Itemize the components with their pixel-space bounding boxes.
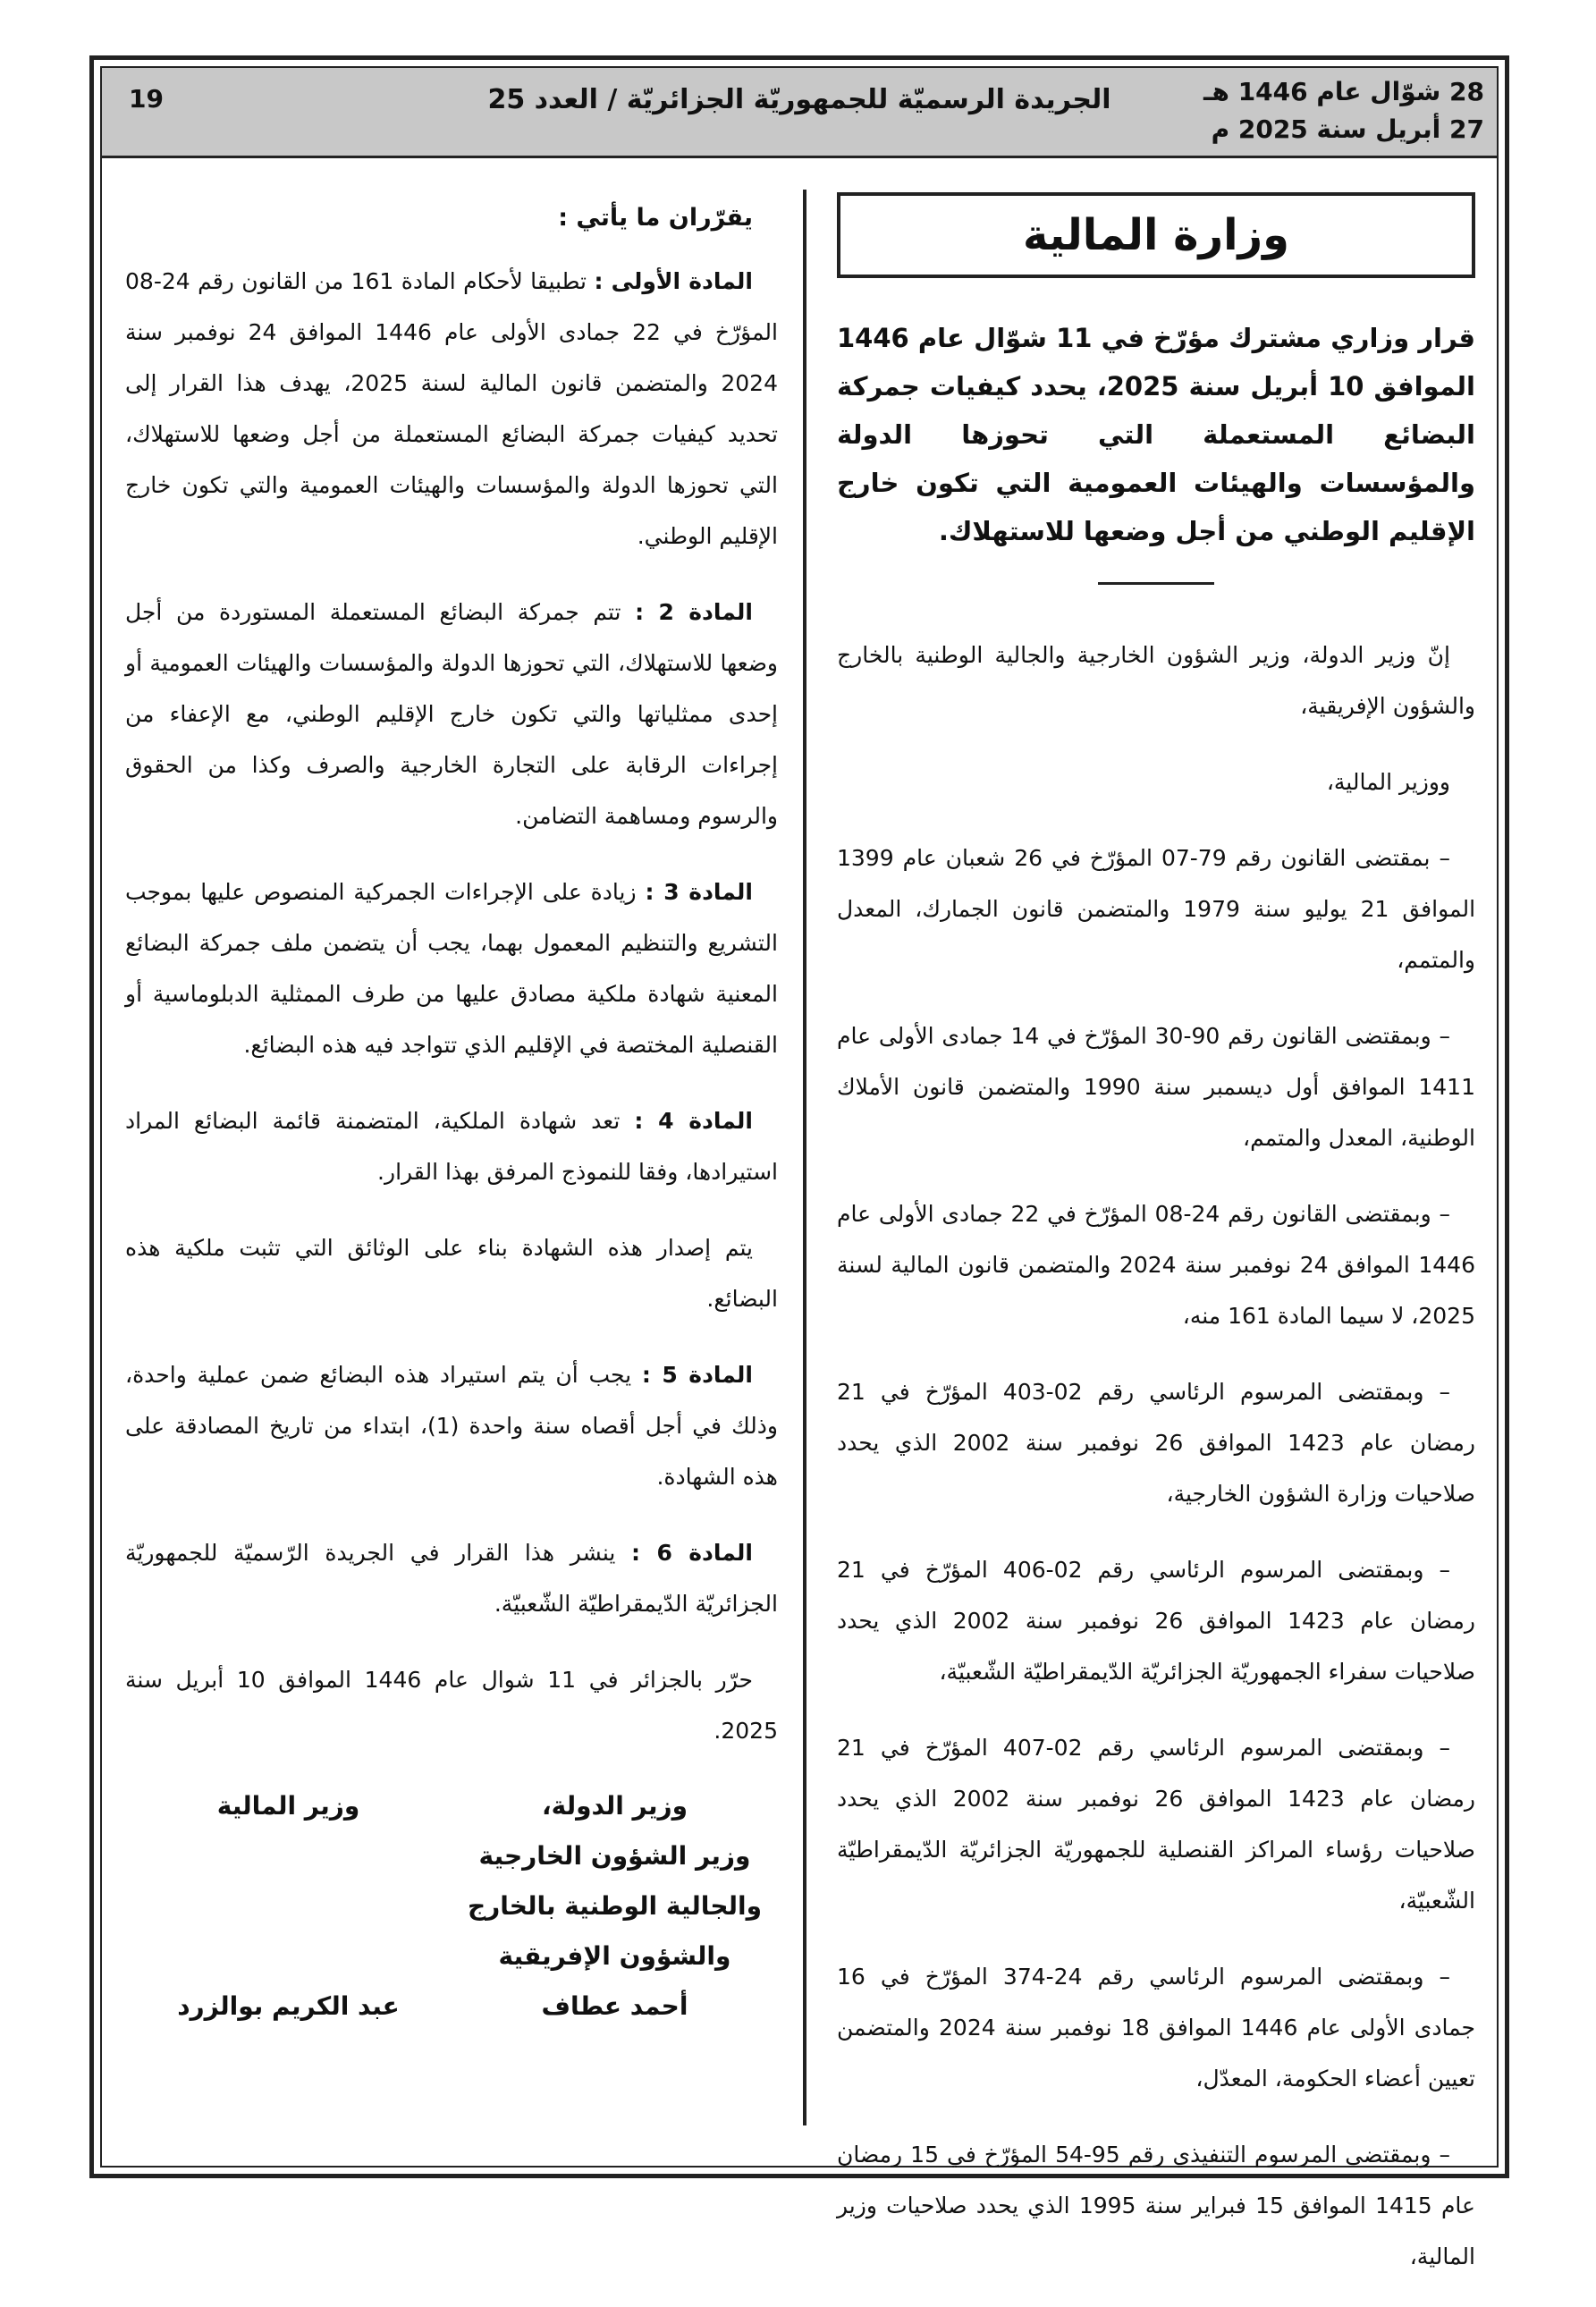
signatory-title-line: والشؤون الإفريقية: [498, 1941, 731, 1971]
hijri-date: 28 شوّال عام 1446 هـ: [1203, 77, 1484, 106]
article-text: تعد شهادة الملكية، المتضمنة قائمة البضائع المراد استيرادها، وفقا للنموذج المرفق بهذا القرار.: [125, 1108, 778, 1185]
article-label: المادة 3 :: [645, 879, 753, 905]
preamble-paragraph: إنّ وزير الدولة، وزير الشؤون الخارجية والجالية الوطنية بالخارج والشؤون الإفريقية،: [837, 642, 1475, 719]
journal-title: الجريدة الرسميّة للجمهوريّة الجزائريّة / العدد 25: [487, 84, 1111, 115]
preamble-paragraph: – وبمقتضى المرسوم الرئاسي رقم 02-407 المؤرّخ في 21 رمضان عام 1423 الموافق 26 نوفمبر سنة 2002 الذي يحدد صلاحيات رؤساء المراكز القنصلية للجمهوريّة الجزائريّة الدّيمقراطيّة الشّعبيّة،: [837, 1735, 1476, 1914]
preamble-paragraph: – وبمقتضى القانون رقم 24-08 المؤرّخ في 22 جمادى الأولى عام 1446 الموافق 24 نوفمبر سنة 2024 والمتضمن قانون المالية لسنة 2025، لا سيما المادة 161 منه،: [837, 1201, 1475, 1329]
right-column: [837, 192, 1475, 2307]
articles: [125, 256, 778, 1629]
article-paragraph: [125, 256, 778, 562]
left-column: [125, 192, 778, 2032]
article-paragraph: [125, 1527, 778, 1629]
decision-lead: يقرّران ما يأتي :: [558, 204, 753, 232]
article-text: تطبيقا لأحكام المادة 161 من القانون رقم 24-08 المؤرّخ في 22 جمادى الأولى عام 1446 الموافق 24 نوفمبر سنة 2024 والمتضمن قانون المالية لسنة 2025، يهدف هذا القرار إلى تحديد كيفيات جمركة البضائع المستعملة من أجل وضعها للاستهلاك، التي تحوزها الدولة والمؤسسات والهيئات العمومية والتي تكون خارج الإقليم الوطني.: [125, 268, 778, 549]
signatory-name: أحمد عطاف: [541, 1991, 688, 2021]
signatures: [125, 1781, 778, 2032]
preamble-paragraph: – وبمقتضى المرسوم الرئاسي رقم 02-406 المؤرّخ في 21 رمضان عام 1423 الموافق 26 نوفمبر سنة 2002 الذي يحدد صلاحيات سفراء الجمهوريّة الجزائريّة الدّيمقراطيّة الشّعبيّة،: [837, 1557, 1476, 1685]
article-paragraph: [125, 1095, 778, 1197]
signatory-title-line: وزير الدولة،: [541, 1791, 688, 1821]
article-paragraph: [125, 1349, 778, 1502]
signatory-title: وزير المالية: [216, 1791, 360, 1821]
ministry-heading: وزارة المالية: [837, 192, 1475, 278]
article-text: ينشر هذا القرار في الجريدة الرّسميّة للجمهوريّة الجزائريّة الدّيمقراطيّة الشّعبيّة.: [125, 1540, 778, 1617]
gregorian-date: 27 أبريل سنة 2025 م: [1211, 114, 1484, 144]
journal-header: [102, 68, 1497, 158]
preamble-paragraph: – بمقتضى القانون رقم 79-07 المؤرّخ في 26 شعبان عام 1399 الموافق 21 يوليو سنة 1979 والمتضمن قانون الجمارك، المعدل والمتمم،: [837, 845, 1476, 973]
signatory-title-line: وزير الشؤون الخارجية: [478, 1841, 751, 1871]
article-label: المادة الأولى :: [594, 268, 753, 294]
article-label: المادة 4 :: [634, 1108, 753, 1134]
column-divider: [803, 190, 806, 2125]
article-label: المادة 2 :: [635, 599, 753, 625]
signatory-second: [125, 1781, 452, 2032]
page-number: 19: [129, 84, 164, 114]
preamble-paragraph: ووزير المالية،: [1326, 769, 1450, 795]
article-paragraph: [125, 866, 778, 1070]
preamble-paragraph: – وبمقتضى المرسوم التنفيذي رقم 95-54 المؤرّخ في 15 رمضان عام 1415 الموافق 15 فبراير سنة 1995 الذي يحدد صلاحيات وزير المالية،: [837, 2142, 1475, 2269]
decree-title: قرار وزاري مشترك مؤرّخ في 11 شوّال عام 1446 الموافق 10 أبريل سنة 2025، يحدد كيفيات جمركة البضائع المستعملة التي تحوزها الدولة والمؤسسات والهيئات العمومية التي تكون خارج الإقليم الوطني من أجل وضعها للاستهلاك.: [837, 323, 1476, 546]
signatory-title-line: والجالية الوطنية بالخارج: [467, 1891, 763, 1921]
article-text: تتم جمركة البضائع المستعملة المستوردة من أجل وضعها للاستهلاك، التي تحوزها الدولة والمؤسسات والهيئات العمومية أو إحدى ممثلياتها والتي تكون خارج الإقليم الوطني، مع الإعفاء من إجراءات الرقابة على التجارة الخارجية والصرف وكذا من الحقوق والرسوم ومساهمة التضامن.: [125, 599, 778, 829]
preamble-paragraph: – وبمقتضى المرسوم الرئاسي رقم 02-403 المؤرّخ في 21 رمضان عام 1423 الموافق 26 نوفمبر سنة 2002 الذي يحدد صلاحيات وزارة الشؤون الخارجية،: [837, 1379, 1476, 1507]
preamble: [837, 630, 1475, 2282]
article-text: يجب أن يتم استيراد هذه البضائع ضمن عملية واحدة، وذلك في أجل أقصاه سنة واحدة (1)، ابتداء من تاريخ المصادقة على هذه الشهادة.: [125, 1362, 779, 1490]
closing-statement: حرّر بالجزائر في 11 شوال عام 1446 الموافق 10 أبريل سنة 2025.: [125, 1667, 778, 1744]
article-paragraph: [125, 1222, 778, 1324]
preamble-paragraph: – وبمقتضى المرسوم الرئاسي رقم 24-374 المؤرّخ في 16 جمادى الأولى عام 1446 الموافق 18 نوفمبر سنة 2024 والمتضمن تعيين أعضاء الحكومة، المعدّل،: [837, 1964, 1475, 2092]
article-label: المادة 6 :: [631, 1540, 753, 1566]
article-label: المادة 5 :: [641, 1362, 753, 1388]
signatory-first: [452, 1781, 778, 2032]
article-text: زيادة على الإجراءات الجمركية المنصوص عليها بموجب التشريع والتنظيم المعمول بهما، يجب أن يتضمن ملف جمركة البضائع المعنية شهادة ملكية مصادق عليها من طرف الممثلية الدبلوماسية أو القنصلية المختصة في الإقليم الذي تتواجد فيه هذه البضائع.: [125, 879, 778, 1058]
separator-rule: [1098, 582, 1214, 585]
article-text: يتم إصدار هذه الشهادة بناء على الوثائق التي تثبت ملكية هذه البضائع.: [125, 1235, 778, 1312]
signatory-name: عبد الكريم بوالزرد: [177, 1991, 400, 2021]
article-paragraph: [125, 587, 778, 841]
preamble-paragraph: – وبمقتضى القانون رقم 90-30 المؤرّخ في 14 جمادى الأولى عام 1411 الموافق أول ديسمبر سنة 1990 والمتضمن قانون الأملاك الوطنية، المعدل والمتمم،: [837, 1023, 1475, 1151]
